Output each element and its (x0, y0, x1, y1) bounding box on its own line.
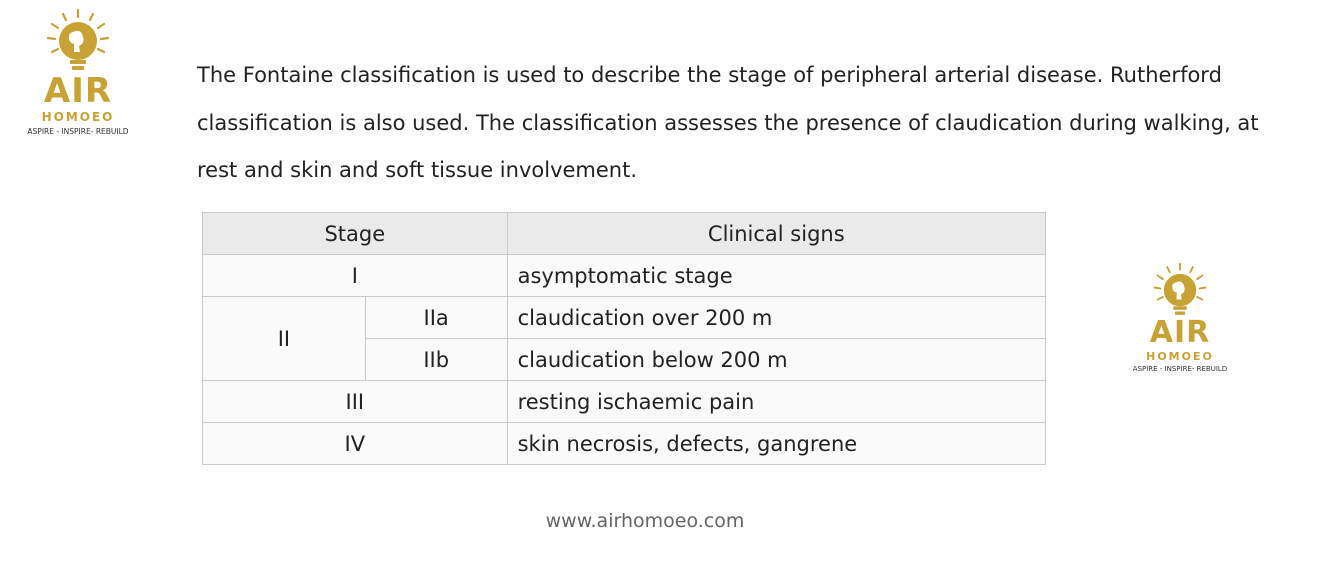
table-row (203, 423, 1046, 465)
signs-cell: resting ischaemic pain (507, 381, 1045, 423)
signs-cell: asymptomatic stage (507, 255, 1045, 297)
signs-cell: claudication below 200 m (507, 339, 1045, 381)
bulb-head-icon (43, 8, 113, 76)
table-row (203, 381, 1046, 423)
logo-wordmark: AIR (1149, 315, 1211, 350)
fontaine-classification-table (202, 212, 1046, 465)
header-clinical-signs: Clinical signs (507, 213, 1045, 255)
table-row (203, 297, 1046, 339)
logo-tagline: ASPIRE - INSPIRE- REBUILD (27, 127, 129, 136)
signs-cell: claudication over 200 m (507, 297, 1045, 339)
table-row (203, 255, 1046, 297)
stage-cell: IV (203, 423, 508, 465)
header-stage: Stage (203, 213, 508, 255)
substage-cell: IIb (365, 339, 507, 381)
logo-subtitle: HOMOEO (41, 110, 115, 124)
logo-right (1128, 262, 1232, 373)
intro-paragraph: The Fontaine classification is used to describe the stage of peripheral arterial disease. Rutherford classification is also used. The classification assesses the presence of claudication during walking, at rest and skin and soft tissue involvement. (197, 63, 1259, 182)
stage-cell: III (203, 381, 508, 423)
logo-wordmark: AIR (43, 71, 113, 111)
bulb-head-icon (1150, 262, 1210, 320)
table-header-row (203, 213, 1046, 255)
stage-cell: II (203, 297, 366, 381)
logo-tagline: ASPIRE - INSPIRE- REBUILD (1132, 365, 1228, 373)
signs-cell: skin necrosis, defects, gangrene (507, 423, 1045, 465)
substage-cell: IIa (365, 297, 507, 339)
logo-top-left (18, 8, 138, 136)
logo-subtitle: HOMOEO (1146, 350, 1214, 363)
footer-website-link[interactable]: www.airhomoeo.com (545, 510, 745, 532)
stage-cell: I (203, 255, 508, 297)
